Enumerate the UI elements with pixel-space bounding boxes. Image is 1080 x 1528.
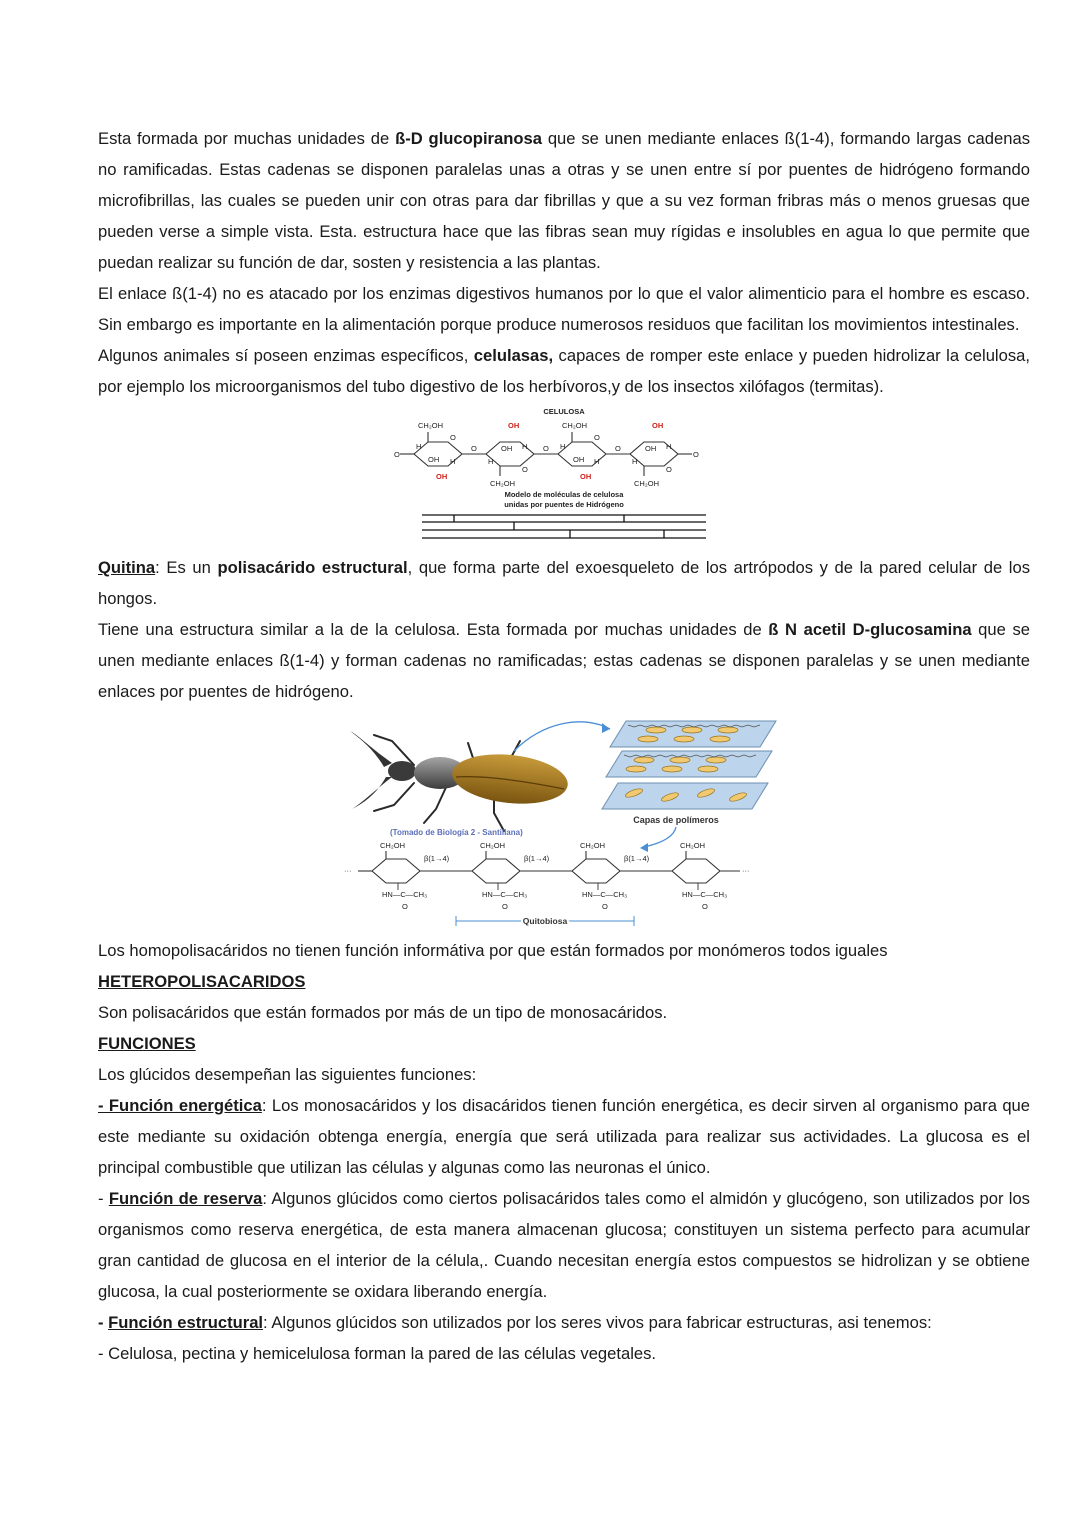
acetamide-group-label: HN—C—CH₃ (682, 890, 728, 899)
beta-bond-label: β(1→4) (624, 854, 650, 863)
carbonyl-oxygen-label: O (402, 902, 408, 911)
glucopyranose-term: ß-D glucopiranosa (395, 129, 542, 148)
chain-end-oxygen-label: O (394, 450, 400, 459)
cellulose-paragraph-1: Esta formada por muchas unidades de ß-D glucopiranosa que se unen mediante enlaces ß(1-4), formando largas cadenas no ramificadas. Estas cadenas se disponen paralelas unas a otras y se unen entre sí por puentes de hidrógeno formando microfibrillas, las cuales se pueden unir con otras para dar fibrillas y que a su vez forman fribras más o menos gruesas que pueden verse a simple vista. Esta. estructura hace que las fibras sean muy rígidas e insolubles en agua lo que permite que puedan realizar su función de dar, sosten y resistencia a las plantas. (98, 129, 1030, 272)
structural-polysaccharide-term: polisacárido estructural (217, 558, 408, 577)
structural-function-item: - Celulosa, pectina y hemicelulosa forman la pared de las células vegetales. (98, 1344, 657, 1363)
ring-hydrogen-label: H (416, 442, 422, 451)
reserve-function-paragraph: - Función de reserva: Algunos glúcidos como ciertos polisacáridos tales como el almidón y glucógeno, son utilizados por los organismos como reserva energética, de esta manera almacenan glucosa; constituyen un sistema perfecto para acumular gran cantidad de glucosa en el interior de la célula,. Cuando necesitan energía estos compuestos se hidrolizan y se obtiene glucosa, la cual posteriormente se oxidara liberando energía. (98, 1189, 1030, 1301)
ring-oxygen-label: O (594, 433, 600, 442)
chitin-structure (344, 841, 750, 926)
heteropolysaccharides-text: Son polisacáridos que están formados por más de un tipo de monosacáridos. (98, 1003, 668, 1022)
ring-hydroxyl-label: OH (428, 455, 440, 464)
ring-hydrogen-label: H (522, 442, 528, 451)
ring-oxygen-label: O (666, 465, 672, 474)
cellulose-paragraph-2: El enlace ß(1-4) no es atacado por los enzimas digestivos humanos por lo que el valor alimenticio para el hombre es escaso. Sin embargo es importante en la alimentación porque produce numerosos residuos que facilitan los movimientos intestinales. (98, 284, 1030, 334)
chain-continuation-label: ··· (344, 866, 352, 875)
hydroxyl-bridge-label: OH (508, 421, 520, 430)
ring-hydrogen-label: H (666, 442, 672, 451)
energetic-function-label: - Función energética (98, 1096, 262, 1115)
ring-hydroxyl-label: OH (501, 444, 513, 453)
glucose-ring-chain (400, 432, 692, 476)
glucosamine-ring (672, 859, 720, 883)
chitin-paragraph-2: Tiene una estructura similar a la de la celulosa. Esta formada por muchas unidades de ß N acetil D-glucosamina que se unen mediante enlaces ß(1-4) y forman cadenas no ramificadas; estas cadenas se disponen paralelas y se unen mediante enlaces por puentes de hidrógeno. (98, 620, 1030, 701)
cellulose-paragraph-3: Algunos animales sí poseen enzimas específicos, celulasas, capaces de romper este enlace y pueden hidrolizar la celulosa, por ejemplo los microorganismos del tubo digestivo de los herbívoros,y de los insectos xilófagos (termitas). (98, 346, 1030, 396)
ring-hydrogen-label: H (560, 442, 566, 451)
carbonyl-oxygen-label: O (702, 902, 708, 911)
functions-intro: Los glúcidos desempeñan las siguientes funciones: (98, 1065, 477, 1084)
beta-bond-label: β(1→4) (524, 854, 550, 863)
chitobiose-label: Quitobiosa (522, 916, 568, 926)
hydroxyl-bridge-label: OH (652, 421, 664, 430)
ring-hydroxyl-label: OH (645, 444, 657, 453)
ch2oh-group-label: CH₂OH (490, 479, 515, 488)
acetamide-group-label: HN—C—CH₃ (582, 890, 628, 899)
acetylglucosamine-term: ß N acetil D-glucosamina (768, 620, 972, 639)
heteropolysaccharides-heading: HETEROPOLISACARIDOS (98, 972, 306, 991)
ch2oh-group-label: CH₂OH (580, 841, 605, 850)
glucosamine-ring (372, 859, 420, 883)
ring-oxygen-label: O (450, 433, 456, 442)
chitin-paragraph-1: Quitina: Es un polisacárido estructural, que forma parte del exoesqueleto de los artrópodos y de la pared celular de los hongos. (98, 558, 1031, 608)
cellulose-caption-line-2: unidas por puentes de Hidrógeno (504, 500, 624, 509)
stag-beetle-illustration (350, 731, 570, 831)
acetamide-group-label: HN—C—CH₃ (382, 890, 428, 899)
cellulose-figure (394, 404, 734, 546)
energetic-function-paragraph: - Función energética: Los monosacáridos y los disacáridos tienen función energética, es decir sirven al organismo para que este mediante su oxidación obtenga energía, energía que será utilizada para realizar sus actividades. La glucosa es el principal combustible que utilizan las células y algunas como las neuronas el único. (98, 1096, 1030, 1177)
document-page (98, 123, 1030, 1369)
ch2oh-group-label: CH₂OH (418, 421, 443, 430)
reserve-function-label: Función de reserva (108, 1189, 263, 1208)
ring-hydrogen-label: H (594, 457, 600, 466)
ring-hydrogen-label: H (450, 457, 456, 466)
cellulase-term: celulasas, (473, 346, 554, 365)
hydroxyl-bridge-label: OH (580, 472, 592, 481)
ring-hydrogen-label: H (632, 457, 638, 466)
glucosamine-ring (572, 859, 620, 883)
ring-hydrogen-label: H (488, 457, 494, 466)
chain-end-oxygen-label: O (693, 450, 699, 459)
polymer-layers-label: Capas de polímeros (633, 815, 719, 825)
acetamide-group-label: HN—C—CH₃ (482, 890, 528, 899)
polymer-layers-diagram (602, 721, 776, 825)
cellulose-caption-line-1: Modelo de moléculas de celulosa (504, 490, 624, 499)
structural-function-paragraph: - Función estructural: Algunos glúcidos son utilizados por los seres vivos para fabricar estructuras, asi tenemos: (98, 1313, 932, 1332)
hydrogen-bond-lines (422, 515, 706, 538)
carbonyl-oxygen-label: O (602, 902, 608, 911)
glucosamine-ring (472, 859, 520, 883)
ch2oh-group-label: CH₂OH (480, 841, 505, 850)
beta-bond-label: β(1→4) (424, 854, 450, 863)
chitin-figure (344, 713, 784, 931)
chain-continuation-label: ··· (742, 866, 750, 875)
carbonyl-oxygen-label: O (502, 902, 508, 911)
glycosidic-oxygen-label: O (543, 444, 549, 453)
ring-oxygen-label: O (522, 465, 528, 474)
cellulose-figure-title: CELULOSA (543, 407, 585, 416)
glycosidic-oxygen-label: O (615, 444, 621, 453)
hydroxyl-bridge-label: OH (436, 472, 448, 481)
image-credit: (Tomado de Biología 2 - Santillana) (390, 828, 523, 837)
homopolysaccharides-note: Los homopolisacáridos no tienen función informátiva por que están formados por monómeros todos iguales (98, 941, 888, 960)
ring-hydroxyl-label: OH (573, 455, 585, 464)
glycosidic-oxygen-label: O (471, 444, 477, 453)
ch2oh-group-label: CH₂OH (380, 841, 405, 850)
ch2oh-group-label: CH₂OH (562, 421, 587, 430)
ch2oh-group-label: CH₂OH (634, 479, 659, 488)
ch2oh-group-label: CH₂OH (680, 841, 705, 850)
structural-function-label: Función estructural (108, 1313, 264, 1332)
chitin-label: Quitina (98, 558, 156, 577)
functions-heading: FUNCIONES (98, 1034, 196, 1053)
